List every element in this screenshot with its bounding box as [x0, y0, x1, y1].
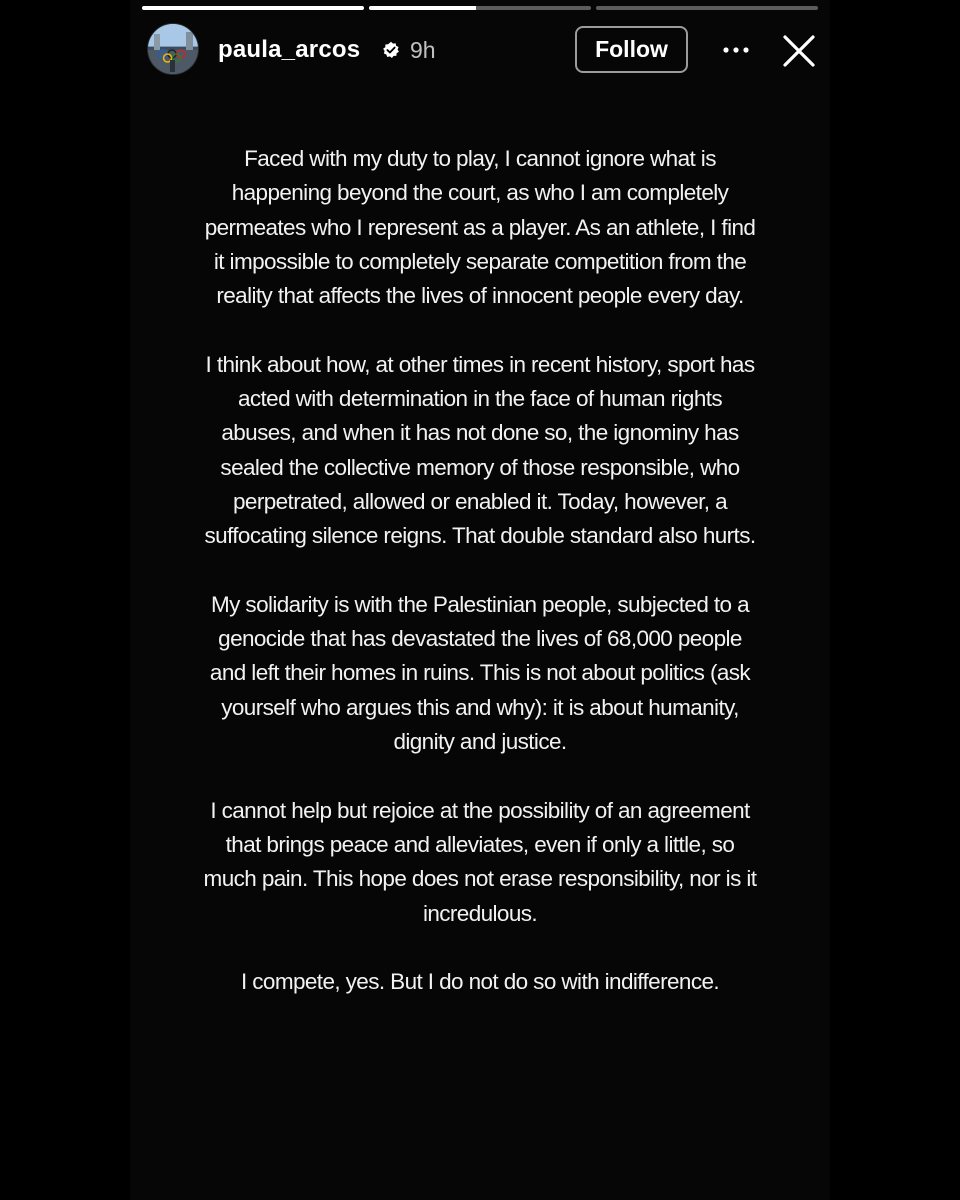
- statement-paragraph-3: My solidarity is with the Palestinian people, subjected to a genocide that has devastated the lives of 68,000 people and left their homes in ruins. This is not about politics (ask yourself who argues this and why): it is about humanity, dignity and justice.: [209, 591, 751, 755]
- progress-segment-2: [369, 6, 591, 10]
- progress-fill-2: [369, 6, 476, 10]
- post-time: 9h: [410, 37, 436, 63]
- statement-paragraph-2: I think about how, at other times in recent history, sport has acted with determination in the face of human rights abuses, and when it has not done so, the ignominy has sealed the collective memory of those responsible, who perpetrated, allowed or enabled it. Today, however, a suffocating silence reigns. That double standard also hurts.: [204, 351, 756, 549]
- statement-paragraph-4: I cannot help but rejoice at the possibility of an agreement that brings peace and alleviates, even if only a little, so much pain. This hope does not erase responsibility, nor is it incredulous.: [203, 797, 757, 926]
- progress-segment-3: [596, 6, 818, 10]
- more-dots-icon[interactable]: [720, 36, 752, 64]
- story-header: [146, 22, 822, 80]
- statement-paragraph-5: I compete, yes. But I do not do so with indifference.: [240, 969, 720, 995]
- avatar[interactable]: [148, 24, 198, 74]
- story-statement-text: [200, 142, 760, 1034]
- close-icon[interactable]: [782, 34, 816, 68]
- progress-fill-1: [142, 6, 364, 10]
- username[interactable]: paula_arcos: [218, 36, 361, 63]
- progress-segment-1: [142, 6, 364, 10]
- verified-badge-icon: [382, 41, 400, 59]
- story-progress-bar: [142, 6, 818, 10]
- avatar-image: [148, 24, 198, 74]
- follow-button[interactable]: Follow: [575, 26, 688, 73]
- statement-paragraph-1: Faced with my duty to play, I cannot ignore what is happening beyond the court, as who I am completely permeates who I represent as a player. As an athlete, I find it impossible to completely separate competition from the reality that affects the lives of innocent people every day.: [204, 146, 756, 309]
